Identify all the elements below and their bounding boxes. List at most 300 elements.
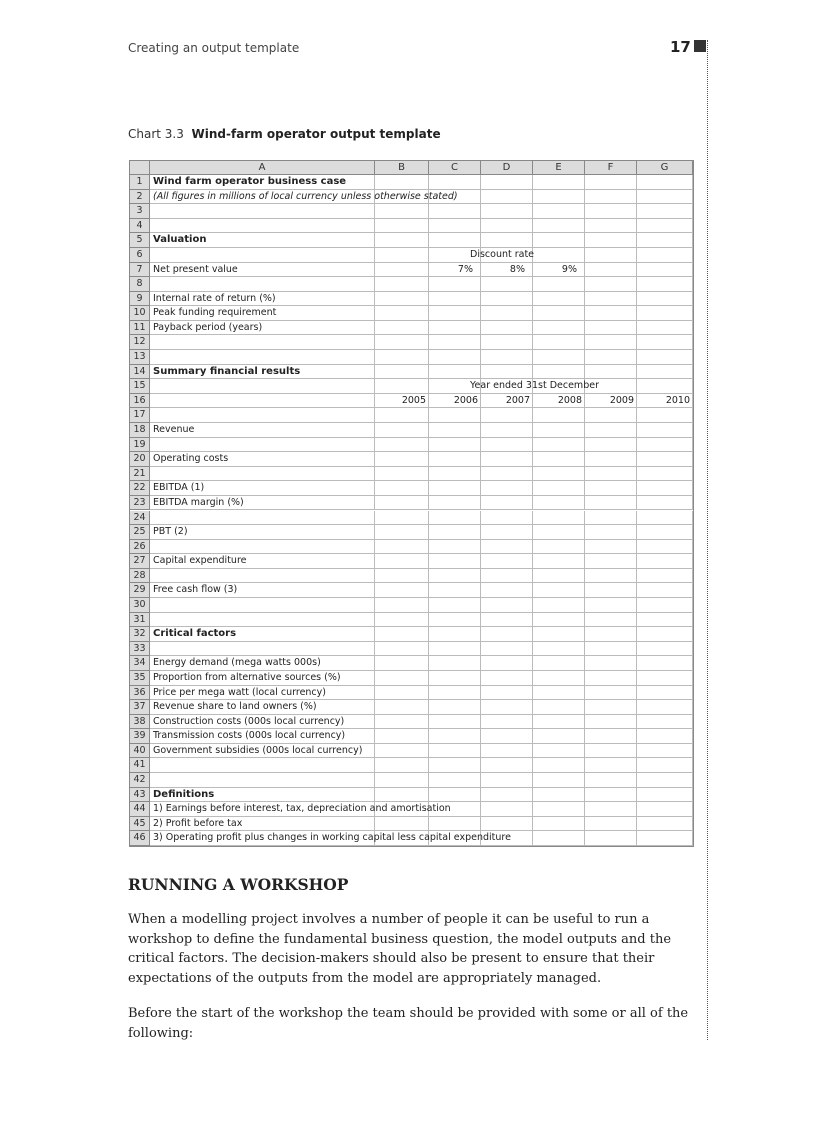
cell: [429, 613, 481, 628]
column-header-e: E: [533, 161, 585, 175]
cell: [429, 758, 481, 773]
cell-text: PBT (2): [153, 526, 188, 538]
cell: [481, 613, 533, 628]
discount-rate-value: 9%: [561, 263, 577, 275]
cell: [375, 263, 429, 278]
cell: [637, 408, 693, 423]
sheet-row: [130, 190, 693, 205]
cell: [150, 540, 375, 555]
cell: [533, 321, 585, 336]
cell: [533, 642, 585, 657]
row-number: 9: [130, 292, 150, 307]
cell: [375, 656, 429, 671]
paragraph-2: Before the start of the workshop the team should be provided with some or all of the following:: [128, 1006, 689, 1041]
cell: [375, 598, 429, 613]
cell: [533, 758, 585, 773]
cell: [637, 452, 693, 467]
row-number: 16: [130, 394, 150, 409]
row-number: 33: [130, 642, 150, 657]
cell: [481, 525, 533, 540]
cell: [429, 686, 481, 701]
cell: [533, 817, 585, 832]
cell: [637, 686, 693, 701]
sheet-row: [130, 277, 693, 292]
page-marker-square: [694, 40, 706, 52]
cell: [533, 554, 585, 569]
column-header-c: C: [429, 161, 481, 175]
cell: [375, 335, 429, 350]
sheet-row: [130, 656, 693, 671]
row-number: 26: [130, 540, 150, 555]
cell: [585, 627, 637, 642]
row-number: 15: [130, 379, 150, 394]
cell: [585, 408, 637, 423]
row-number: 44: [130, 802, 150, 817]
cell: [585, 481, 637, 496]
cell: [481, 554, 533, 569]
sheet-row: [130, 394, 693, 409]
sheet-row: [130, 613, 693, 628]
cell: [481, 817, 533, 832]
row-number: 37: [130, 700, 150, 715]
cell: [481, 190, 533, 205]
row-number: 34: [130, 656, 150, 671]
cell: [150, 467, 375, 482]
cell: [533, 700, 585, 715]
cell: [150, 438, 375, 453]
row-number: 35: [130, 671, 150, 686]
cell: [637, 540, 693, 555]
cell: [585, 335, 637, 350]
sheet-row: [130, 350, 693, 365]
cell: [429, 365, 481, 380]
cell: [533, 496, 585, 511]
cell-text: EBITDA (1): [153, 482, 205, 494]
cell-text: Capital expenditure: [153, 555, 247, 567]
row-number: 38: [130, 715, 150, 730]
row-number: 42: [130, 773, 150, 788]
cell: [481, 511, 533, 526]
cell: [637, 511, 693, 526]
cell: [533, 438, 585, 453]
cell: [375, 321, 429, 336]
cell: [533, 744, 585, 759]
cell: [429, 569, 481, 584]
cell: [481, 496, 533, 511]
sheet-row: [130, 540, 693, 555]
cell: [533, 365, 585, 380]
sheet-corner: [130, 161, 150, 175]
cell: [533, 204, 585, 219]
cell: [481, 700, 533, 715]
row-number: 31: [130, 613, 150, 628]
year-label: 2007: [505, 394, 530, 406]
cell: [585, 233, 637, 248]
cell: [375, 292, 429, 307]
cell: [375, 423, 429, 438]
cell: [150, 379, 375, 394]
cell-text: Internal rate of return (%): [153, 292, 276, 304]
paragraph-1: When a modelling project involves a number of people it can be useful to run a workshop to define the fundamental business question, the model outputs and the critical factors. The decision-makers should also be present to ensure that their expectations of the outputs from the model are appropriately managed.: [128, 912, 672, 986]
cell: [637, 219, 693, 234]
sheet-row: [130, 438, 693, 453]
row-number: 8: [130, 277, 150, 292]
cell-text: Revenue: [153, 423, 195, 435]
cell: [637, 248, 693, 263]
cell: [637, 350, 693, 365]
cell: [150, 335, 375, 350]
cell: [585, 583, 637, 598]
cell: [481, 408, 533, 423]
row-number: 11: [130, 321, 150, 336]
cell: [375, 408, 429, 423]
cell: [637, 335, 693, 350]
cell: [375, 627, 429, 642]
cell: [637, 233, 693, 248]
cell: [637, 525, 693, 540]
cell: [375, 715, 429, 730]
cell: [533, 831, 585, 846]
cell: [585, 729, 637, 744]
cell: [637, 831, 693, 846]
sheet-row: [130, 467, 693, 482]
row-number: 10: [130, 306, 150, 321]
cell-text: Proportion from alternative sources (%): [153, 671, 341, 683]
cell-text: 3) Operating profit plus changes in working capital less capital expenditure: [153, 832, 511, 844]
cell: [585, 175, 637, 190]
cell: [637, 788, 693, 803]
cell: [533, 729, 585, 744]
cell: [637, 642, 693, 657]
sheet-row: [130, 248, 693, 263]
cell: [375, 365, 429, 380]
cell: [429, 277, 481, 292]
sheet-row: [130, 263, 693, 278]
cell: [375, 554, 429, 569]
cell: [481, 715, 533, 730]
cell: [429, 773, 481, 788]
cell: [637, 292, 693, 307]
year-label: 2008: [557, 394, 582, 406]
cell: [375, 773, 429, 788]
row-number: 23: [130, 496, 150, 511]
cell: [375, 277, 429, 292]
cell-text: Price per mega watt (local currency): [153, 686, 326, 698]
cell: [481, 656, 533, 671]
cell-text: Construction costs (000s local currency): [153, 715, 345, 727]
cell-text: Year ended 31st December: [470, 380, 599, 392]
cell: [585, 190, 637, 205]
cell: [375, 481, 429, 496]
sheet-row: [130, 686, 693, 701]
cell: [637, 583, 693, 598]
sheet-row: [130, 379, 693, 394]
cell: [481, 758, 533, 773]
cell: [481, 335, 533, 350]
chart-title: Wind-farm operator output template: [191, 127, 441, 141]
row-number: 5: [130, 233, 150, 248]
cell: [637, 671, 693, 686]
cell: [585, 467, 637, 482]
cell: [429, 671, 481, 686]
cell-text: 2) Profit before tax: [153, 817, 243, 829]
cell: [637, 773, 693, 788]
cell: [150, 569, 375, 584]
cell: [481, 540, 533, 555]
cell: [585, 350, 637, 365]
cell: [429, 452, 481, 467]
sheet-row: [130, 569, 693, 584]
cell: [429, 583, 481, 598]
cell: [585, 642, 637, 657]
cell: [637, 379, 693, 394]
cell: [585, 423, 637, 438]
cell: [585, 817, 637, 832]
cell: [481, 365, 533, 380]
cell: [585, 788, 637, 803]
cell: [481, 321, 533, 336]
cell: [481, 671, 533, 686]
cell: [375, 729, 429, 744]
cell: [375, 569, 429, 584]
cell: [637, 729, 693, 744]
row-number: 36: [130, 686, 150, 701]
cell: [481, 773, 533, 788]
cell: [533, 511, 585, 526]
cell: [481, 729, 533, 744]
cell: [585, 292, 637, 307]
cell: [585, 700, 637, 715]
cell: [481, 744, 533, 759]
cell: [375, 758, 429, 773]
cell: [150, 248, 375, 263]
cell: [429, 321, 481, 336]
cell: [481, 788, 533, 803]
cell: [585, 598, 637, 613]
row-number: 6: [130, 248, 150, 263]
row-number: 12: [130, 335, 150, 350]
cell: [375, 788, 429, 803]
cell: [375, 496, 429, 511]
row-number: 29: [130, 583, 150, 598]
cell-text: Transmission costs (000s local currency): [153, 730, 346, 742]
cell: [429, 335, 481, 350]
sheet-row: [130, 335, 693, 350]
cell: [585, 306, 637, 321]
row-number: 43: [130, 788, 150, 803]
row-number: 21: [130, 467, 150, 482]
cell: [429, 700, 481, 715]
cell: [637, 715, 693, 730]
cell: [375, 175, 429, 190]
cell: [533, 671, 585, 686]
row-number: 40: [130, 744, 150, 759]
row-number: 24: [130, 511, 150, 526]
cell: [637, 438, 693, 453]
sheet-row: [130, 671, 693, 686]
cell: [585, 263, 637, 278]
cell: [429, 423, 481, 438]
cell: [375, 671, 429, 686]
cell: [533, 175, 585, 190]
cell: [637, 569, 693, 584]
sheet-row: [130, 525, 693, 540]
cell: [481, 175, 533, 190]
cell: [637, 627, 693, 642]
cell: [533, 292, 585, 307]
cell: [375, 467, 429, 482]
row-number: 20: [130, 452, 150, 467]
column-header-g: G: [637, 161, 693, 175]
cell-text: Government subsidies (000s local currency): [153, 744, 363, 756]
margin-dotted-rule: [707, 40, 708, 1040]
cell: [481, 686, 533, 701]
row-number: 1: [130, 175, 150, 190]
cell-text: 1) Earnings before interest, tax, depreciation and amortisation: [153, 803, 451, 815]
cell: [585, 438, 637, 453]
cell: [585, 511, 637, 526]
cell: [481, 204, 533, 219]
cell: [637, 306, 693, 321]
sheet-row: [130, 817, 693, 832]
sheet-row: [130, 496, 693, 511]
cell: [429, 175, 481, 190]
cell: [533, 802, 585, 817]
row-number: 45: [130, 817, 150, 832]
cell: [585, 671, 637, 686]
cell: [375, 686, 429, 701]
cell: [150, 613, 375, 628]
cell-text: Revenue share to land owners (%): [153, 701, 317, 713]
cell: [375, 700, 429, 715]
sheet-row: [130, 511, 693, 526]
cell: [481, 306, 533, 321]
cell: [637, 554, 693, 569]
cell: [533, 525, 585, 540]
cell: [375, 306, 429, 321]
year-label: 2006: [453, 394, 478, 406]
sheet-row: [130, 729, 693, 744]
cell: [150, 219, 375, 234]
cell: [585, 831, 637, 846]
cell: [481, 481, 533, 496]
cell: [637, 321, 693, 336]
running-title: Creating an output template: [128, 41, 300, 55]
cell: [429, 219, 481, 234]
cell: [533, 715, 585, 730]
cell: [533, 277, 585, 292]
cell: [375, 817, 429, 832]
cell: [637, 277, 693, 292]
cell: [429, 306, 481, 321]
cell: [429, 540, 481, 555]
cell: [533, 686, 585, 701]
spreadsheet: [129, 160, 694, 847]
cell: [585, 540, 637, 555]
cell: [375, 438, 429, 453]
cell: [585, 365, 637, 380]
cell: [533, 773, 585, 788]
row-number: 2: [130, 190, 150, 205]
cell: [533, 583, 585, 598]
cell: [637, 758, 693, 773]
cell: [481, 292, 533, 307]
sheet-row: [130, 321, 693, 336]
cell: [429, 627, 481, 642]
cell: [429, 292, 481, 307]
sheet-row: [130, 408, 693, 423]
cell: [375, 525, 429, 540]
cell: [533, 452, 585, 467]
cell: [585, 686, 637, 701]
chart-caption: [128, 127, 441, 141]
row-number: 46: [130, 831, 150, 846]
cell: [637, 496, 693, 511]
cell: [481, 627, 533, 642]
cell: [637, 481, 693, 496]
cell: [585, 248, 637, 263]
cell: [585, 744, 637, 759]
cell: [150, 773, 375, 788]
cell: [637, 467, 693, 482]
cell: [375, 219, 429, 234]
cell: [429, 744, 481, 759]
sheet-row: [130, 292, 693, 307]
cell: [375, 540, 429, 555]
cell: [429, 656, 481, 671]
cell: [585, 452, 637, 467]
row-number: 18: [130, 423, 150, 438]
cell: [375, 583, 429, 598]
column-header-d: D: [481, 161, 533, 175]
cell: [533, 788, 585, 803]
cell: [637, 802, 693, 817]
cell: [533, 233, 585, 248]
year-label: 2005: [401, 394, 426, 406]
cell: [481, 438, 533, 453]
cell: [481, 642, 533, 657]
cell-text: Valuation: [153, 234, 207, 246]
cell-text: Discount rate: [470, 248, 535, 260]
cell: [481, 350, 533, 365]
cell: [585, 613, 637, 628]
sheet-row: [130, 758, 693, 773]
cell: [637, 613, 693, 628]
cell: [150, 642, 375, 657]
cell: [481, 233, 533, 248]
sheet-row: [130, 744, 693, 759]
cell-text: EBITDA margin (%): [153, 496, 244, 508]
cell: [481, 467, 533, 482]
page-number: 17: [670, 38, 691, 56]
row-number: 13: [130, 350, 150, 365]
cell: [585, 204, 637, 219]
cell-text: Net present value: [153, 263, 238, 275]
cell: [585, 321, 637, 336]
cell: [481, 598, 533, 613]
row-number: 19: [130, 438, 150, 453]
cell-text: Critical factors: [153, 628, 237, 640]
row-number: 17: [130, 408, 150, 423]
sheet-row: [130, 715, 693, 730]
discount-rate-value: 7%: [457, 263, 473, 275]
sheet-row: [130, 627, 693, 642]
sheet-row: [130, 452, 693, 467]
row-number: 4: [130, 219, 150, 234]
cell: [429, 817, 481, 832]
cell: [481, 569, 533, 584]
sheet-row: [130, 802, 693, 817]
